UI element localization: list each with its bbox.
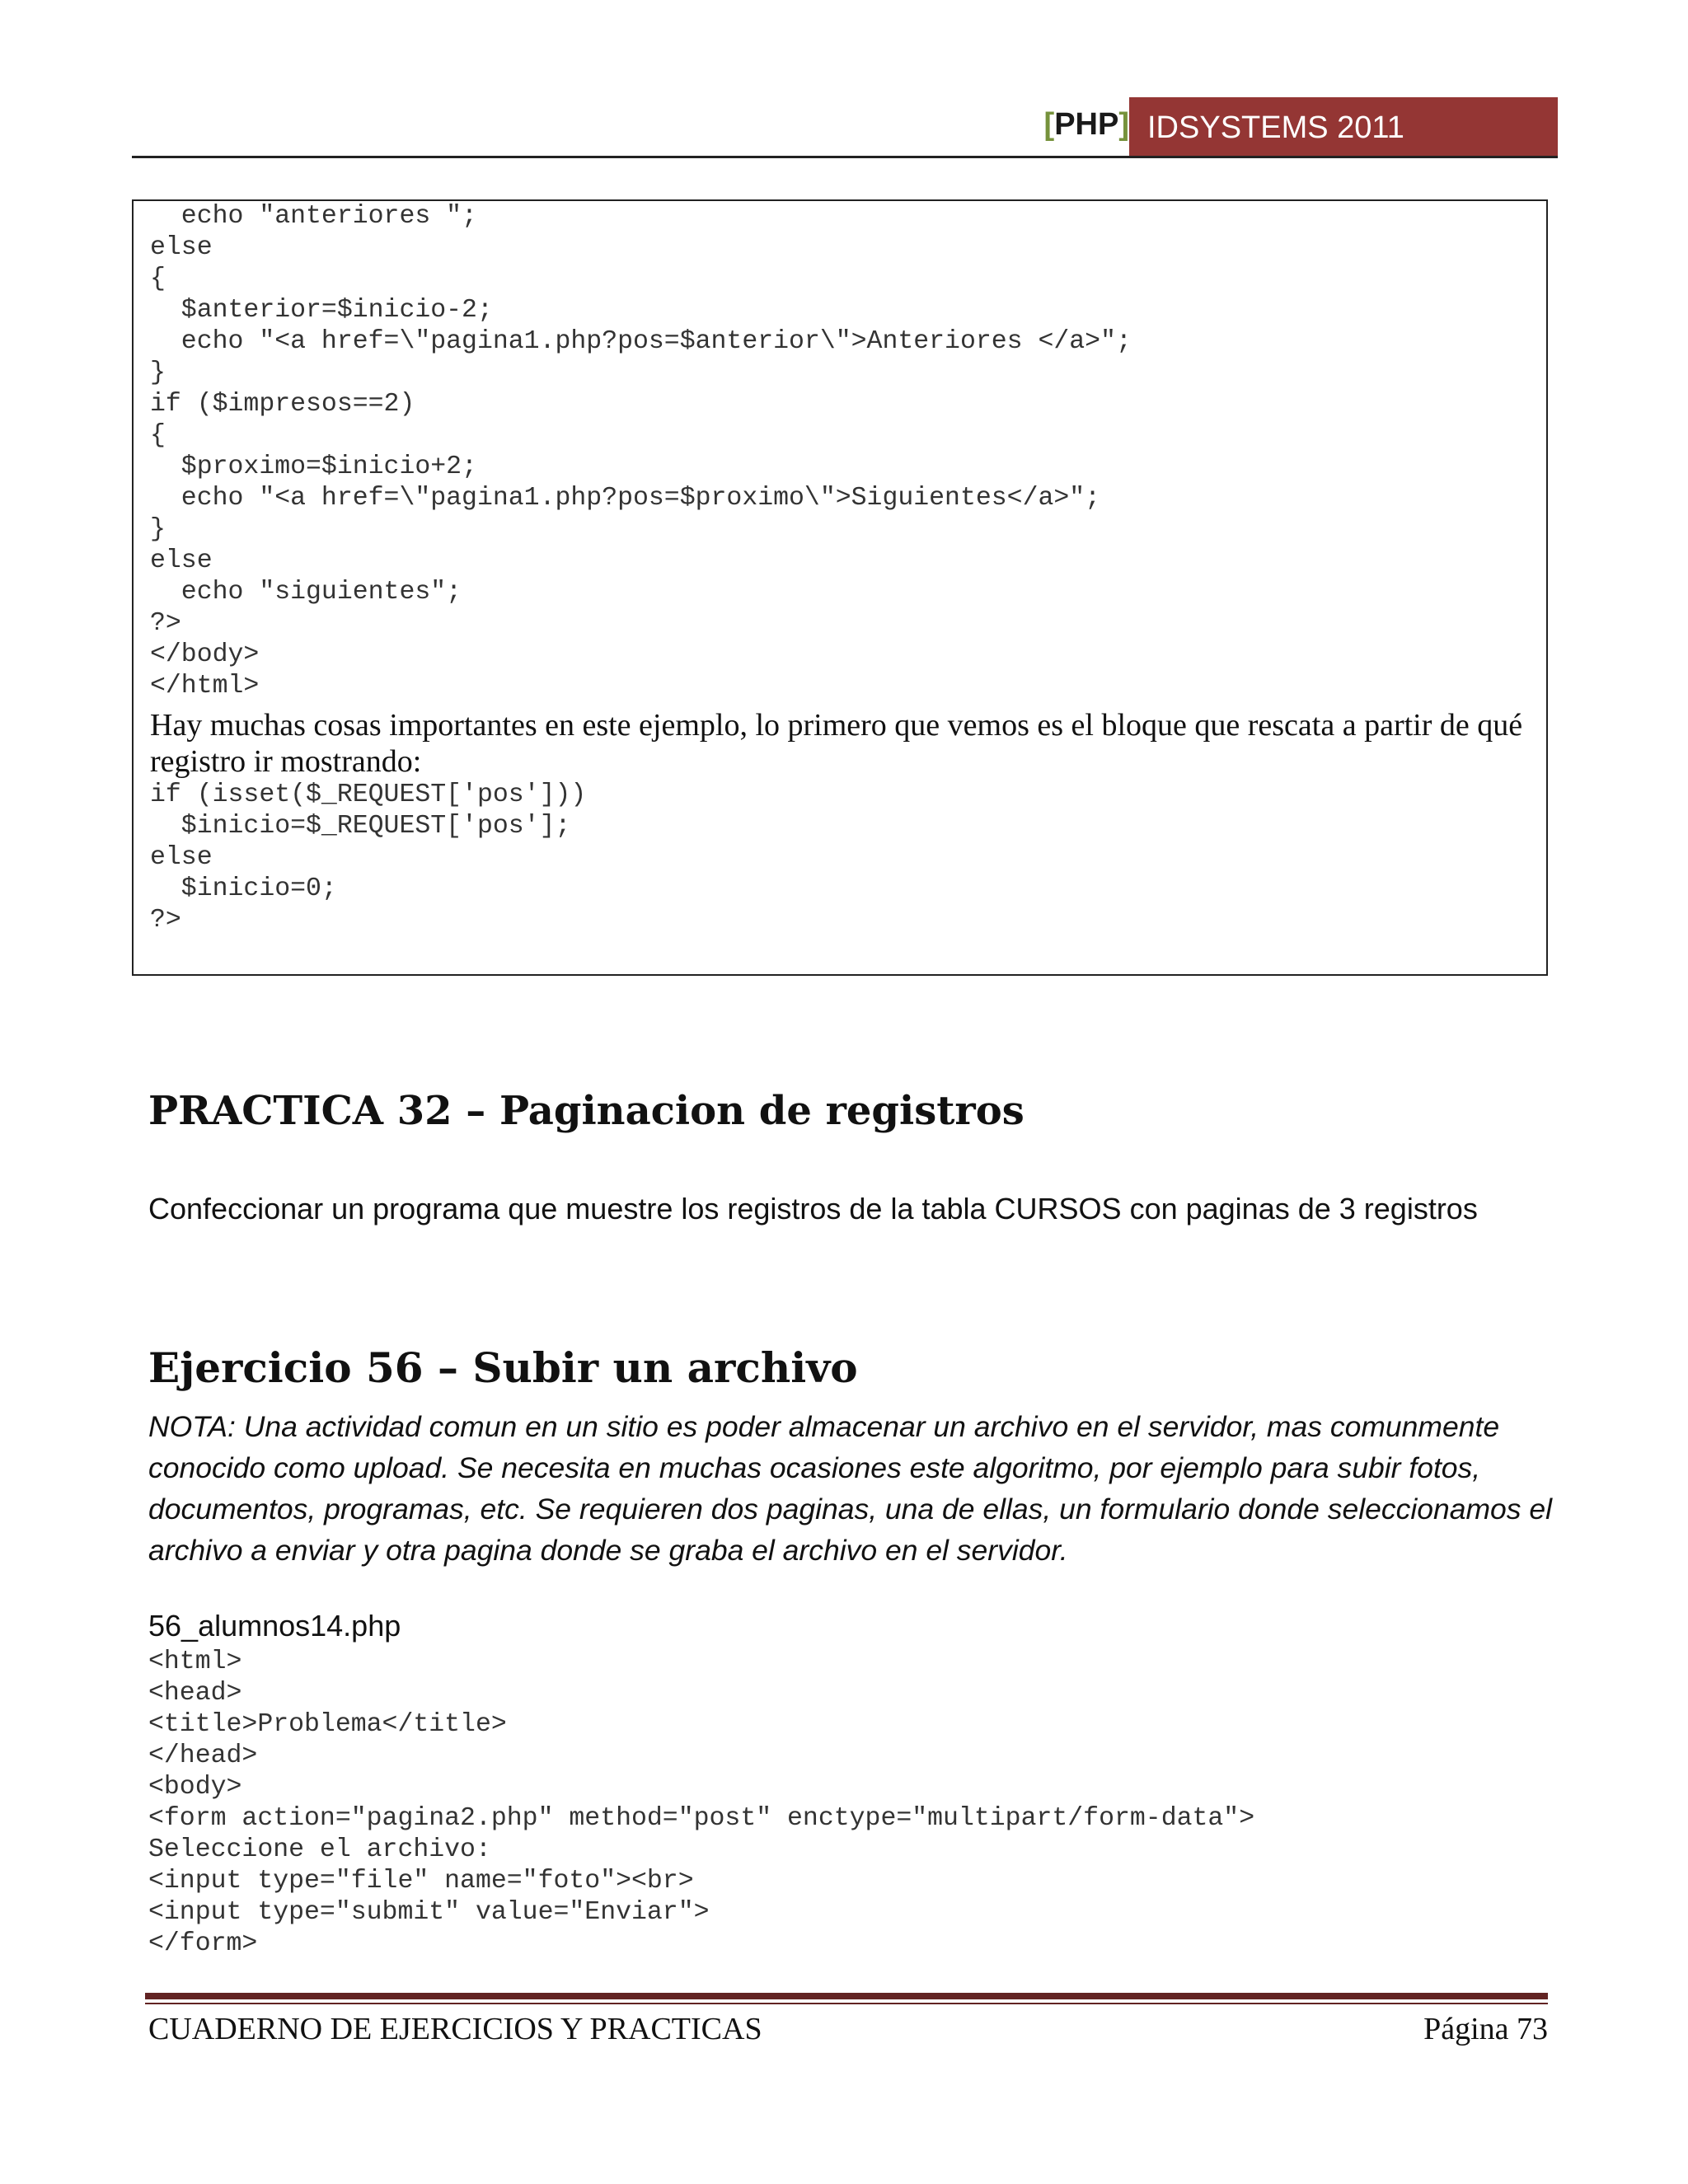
code-filename: 56_alumnos14.php [148, 1609, 401, 1643]
footer-rule [145, 1993, 1548, 1999]
page-header [132, 97, 1558, 158]
practica-heading: PRACTICA 32 – Paginacion de registros [148, 1088, 1025, 1134]
page-number: Página 73 [1423, 2012, 1548, 2046]
header-title: IDSYSTEMS 2011 [1129, 97, 1558, 158]
code-block-form: <html> <head> <title>Problema</title> </head> <body> <form action="pagina2.php" method="post" enctype="multipart/form-data"> Seleccione el archivo: <input type="file" name="foto"><br> <input type="submit" value="Enviar"> </form> [148, 1647, 1255, 1958]
explanation-paragraph: Hay muchas cosas importantes en este ejemplo, lo primero que vemos es el bloque que rescata a partir de qué registro ir mostrando: [150, 708, 1523, 779]
header-tag-text: PHP [1054, 107, 1119, 142]
practica-text: Confeccionar un programa que muestre los registros de la tabla CURSOS con paginas de 3 registros [148, 1192, 1478, 1226]
code-block-bottom: if (isset($_REQUEST['pos'])) $inicio=$_REQUEST['pos']; else $inicio=0; ?> [150, 780, 587, 935]
code-box [132, 199, 1548, 976]
ejercicio-heading: Ejercicio 56 – Subir un archivo [148, 1343, 858, 1392]
header-tag: [PHP] [1043, 107, 1129, 142]
footer-title: CUADERNO DE EJERCICIOS Y PRACTICAS [148, 2012, 762, 2046]
nota-paragraph: NOTA: Una actividad comun en un sitio es poder almacenar un archivo en el servidor, mas comunmente conocido como upload. Se necesita en muchas ocasiones este algoritmo, por ejemplo para subir fotos, documentos, programas, etc. Se requieren dos paginas, una de ellas, un formulario donde seleccionamos el archivo a enviar y otra pagina donde se graba el archivo en el servidor. [148, 1410, 1553, 1567]
footer-rule-thin [145, 2003, 1548, 2004]
code-block-top: echo "anteriores "; else { $anterior=$inicio-2; echo "<a href=\"pagina1.php?pos=$anterior\">Anteriores </a>"; } if ($impresos==2) { $proximo=$inicio+2; echo "<a href=\"pagina1.php?pos=$proximo\">Siguientes</a>"; } else echo "siguientes"; ?> </body> </html> [150, 202, 1132, 701]
header-rule [132, 156, 1558, 158]
